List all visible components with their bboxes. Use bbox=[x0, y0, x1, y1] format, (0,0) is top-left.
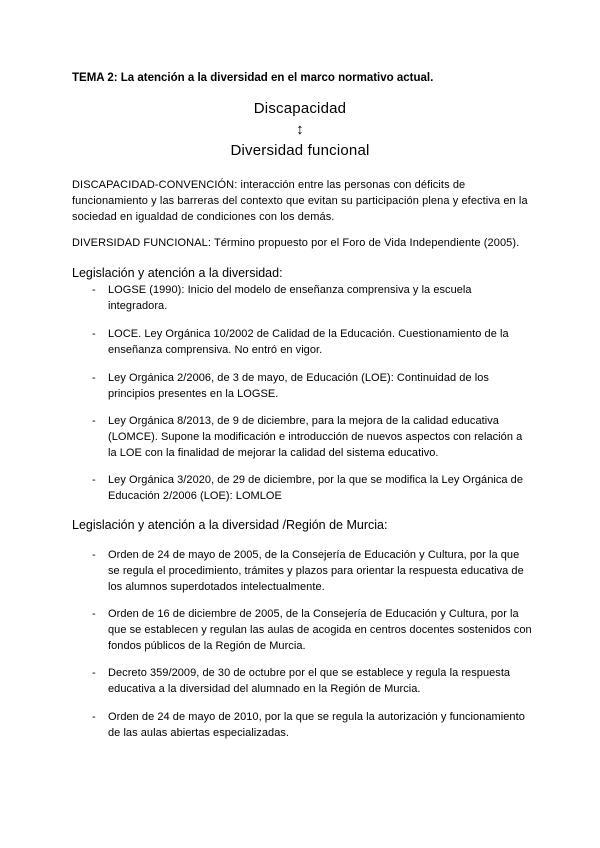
list-bullet: - bbox=[92, 667, 96, 679]
list-item-text: LOCE. Ley Orgánica 10/2002 de Calidad de la Educación. Cuestionamiento de la enseñanza comprensiva. No entró en vigor. bbox=[108, 328, 509, 356]
list-bullet: - bbox=[92, 284, 96, 296]
list-bullet: - bbox=[92, 549, 96, 561]
list-item-text: Ley Orgánica 2/2006, de 3 de mayo, de Educación (LOE): Continuidad de los principios presentes en la LOGSE. bbox=[108, 372, 489, 400]
list-item-text: Ley Orgánica 3/2020, de 29 de diciembre, por la que se modifica la Ley Orgánica de Educación 2/2006 (LOE): LOMLOE bbox=[108, 474, 524, 502]
list-item-text: Orden de 16 de diciembre de 2005, de la Consejería de Educación y Cultura, por la que se establecen y regulan las aulas de acogida en centros docentes sostenidos con fondos públicos de la Región de Murcia. bbox=[108, 608, 532, 652]
list-bullet: - bbox=[92, 474, 96, 486]
definition-diversidad-funcional: DIVERSIDAD FUNCIONAL: Término propuesto por el Foro de Vida Independiente (2005). bbox=[72, 237, 520, 249]
list-bullet: - bbox=[92, 372, 96, 384]
concept-top: Discapacidad bbox=[253, 100, 347, 117]
list-bullet: - bbox=[92, 328, 96, 340]
document-title: TEMA 2: La atención a la diversidad en el marco normativo actual. bbox=[72, 72, 434, 84]
list-item-text: Ley Orgánica 8/2013, de 9 de diciembre, para la mejora de la calidad educativa (LOMCE). Supone la modificación e introducción de nuevos aspectos con relación a la LOE con la finalidad de mejorar la calidad del sistema educativo. bbox=[108, 415, 523, 459]
list-bullet: - bbox=[92, 711, 96, 723]
section-heading-murcia: Legislación y atención a la diversidad /Región de Murcia: bbox=[72, 518, 388, 532]
list-bullet: - bbox=[92, 415, 96, 427]
list-item-text: Decreto 359/2009, de 30 de octubre por el que se establece y regula la respuesta educativa a la diversidad del alumnado en la Región de Murcia. bbox=[108, 667, 511, 695]
list-bullet: - bbox=[92, 608, 96, 620]
concept-bottom: Diversidad funcional bbox=[230, 142, 370, 159]
double-arrow-icon: ↕ bbox=[296, 121, 304, 138]
list-item-text: Orden de 24 de mayo de 2010, por la que se regula la autorización y funcionamiento de las aulas abiertas especializadas. bbox=[108, 711, 525, 739]
list-item-text: Orden de 24 de mayo de 2005, de la Consejería de Educación y Cultura, por la que se regula el procedimiento, trámites y plazos para orientar la respuesta educativa de los alumnos superdotados intelectualmente. bbox=[108, 549, 524, 593]
definition-discapacidad: DISCAPACIDAD-CONVENCIÓN: interacción entre las personas con déficits de funcionamiento y las barreras del contexto que evitan su participación plena y efectiva en la sociedad en igualdad de condiciones con los demás. bbox=[72, 179, 528, 223]
section-heading-legislacion: Legislación y atención a la diversidad: bbox=[72, 266, 283, 280]
list-item-text: LOGSE (1990): Inicio del modelo de enseñanza comprensiva y la escuela integradora. bbox=[108, 284, 472, 312]
